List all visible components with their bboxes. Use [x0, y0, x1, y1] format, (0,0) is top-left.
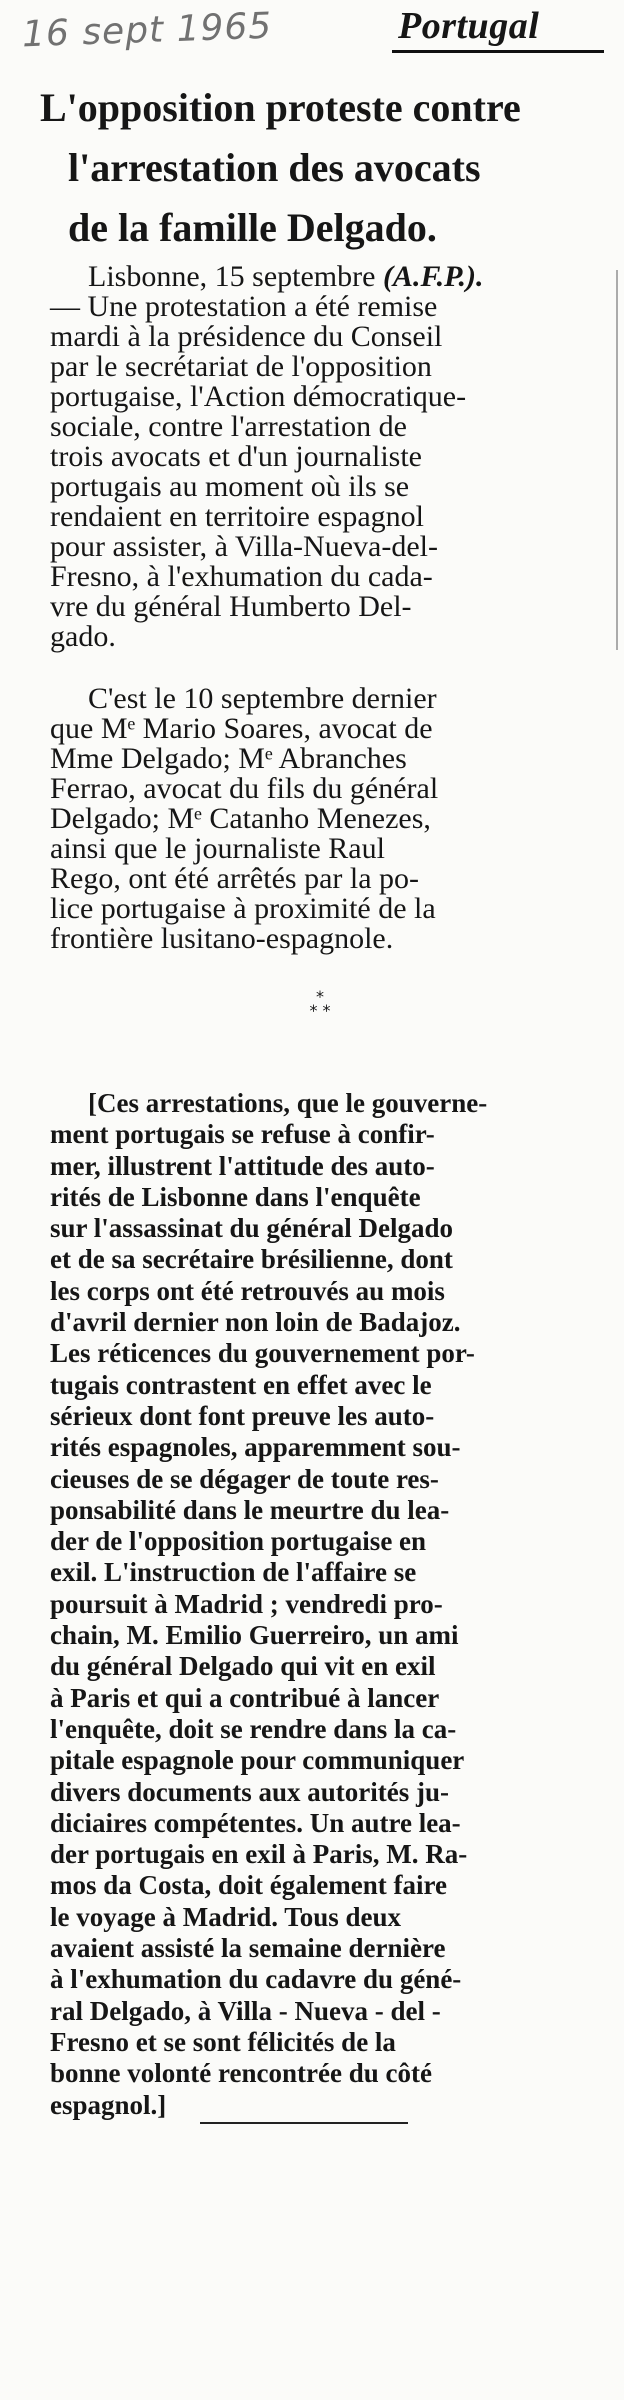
text-line: l'enquête, doit se rendre dans la ca- [50, 1713, 457, 1744]
text-line: à Paris et qui a contribué à lancer [50, 1682, 440, 1713]
text-line: bonne volonté rencontrée du côté [50, 2058, 432, 2089]
editorial-note [50, 1088, 610, 2121]
text-line: frontière lusitano-espagnole. [50, 922, 394, 955]
text-line: ment portugais se refuse à confir- [50, 1119, 435, 1150]
headline-line: l'arrestation des avocats [68, 145, 481, 190]
text-line: chain, M. Emilio Guerreiro, un ami [50, 1620, 459, 1651]
text-line: Ferrao, avocat du fils du général [50, 772, 439, 805]
text-line: le voyage à Madrid. Tous deux [50, 1901, 402, 1932]
text-line: gado. [50, 620, 116, 653]
text-line: lice portugaise à proximité de la [50, 892, 436, 925]
text-line: cieuses de se dégager de toute res- [50, 1463, 439, 1494]
text-line: C'est le 10 septembre dernier [88, 682, 437, 715]
text-line: par le secrétariat de l'opposition [50, 350, 432, 383]
headline-line: L'opposition proteste contre [40, 85, 521, 130]
section-rule [392, 50, 604, 53]
text-line: diciaires compétentes. Un autre lea- [50, 1807, 461, 1838]
text-line: mer, illustrent l'attitude des auto- [50, 1150, 435, 1181]
asterism-top: * [316, 987, 324, 1006]
text-line: pitale espagnole pour communiquer [50, 1745, 465, 1776]
text-line: Fresno, à l'exhumation du cada- [50, 560, 433, 593]
text-line: Mme Delgado; Mᵉ Abranches [50, 742, 407, 775]
text-line: Les réticences du gouvernement por- [50, 1338, 475, 1369]
text-line: sur l'assassinat du général Delgado [50, 1213, 454, 1244]
text-line: exil. L'instruction de l'affaire se [50, 1557, 417, 1588]
text-line: rités espagnoles, apparemment sou- [50, 1432, 461, 1463]
text-line: sérieux dont font preuve les auto- [50, 1400, 435, 1431]
text-line: tugais contrastent en effet avec le [50, 1369, 432, 1400]
handwritten-date: 16 sept 1965 [21, 5, 273, 56]
text-line: et de sa secrétaire brésilienne, dont [50, 1244, 453, 1275]
dateline [50, 262, 610, 292]
article-paragraph-2 [50, 684, 610, 954]
dateline-agency: (A.F.P.). [382, 260, 484, 293]
asterism-separator [290, 987, 350, 1020]
text-line: pour assister, à Villa-Nueva-del- [50, 530, 438, 563]
text-line: Delgado; Mᵉ Catanho Menezes, [50, 802, 431, 835]
text-line: ainsi que le journaliste Raul [50, 832, 385, 865]
text-line: ponsabilité dans le meurtre du lea- [50, 1494, 450, 1525]
end-rule [200, 2122, 408, 2124]
text-line: vre du général Humberto Del- [50, 590, 412, 623]
text-line: — Une protestation a été remise [50, 290, 438, 323]
text-line: rendaient en territoire espagnol [50, 500, 425, 533]
asterism-bottom: * * [309, 1001, 331, 1020]
section-title: Portugal [398, 5, 540, 47]
text-line: Rego, ont été arrêtés par la po- [50, 862, 420, 895]
text-line: [Ces arrestations, que le gouverne- [88, 1088, 488, 1118]
text-line: poursuit à Madrid ; vendredi pro- [50, 1588, 443, 1619]
text-line: d'avril dernier non loin de Badajoz. [50, 1307, 461, 1338]
text-line: avaient assisté la semaine dernière [50, 1933, 446, 1964]
text-line: portugais au moment où ils se [50, 470, 410, 503]
article-paragraph-1 [50, 262, 610, 652]
text-line: espagnol.] [50, 2089, 167, 2120]
text-line: rités de Lisbonne dans l'enquête [50, 1181, 421, 1212]
headline-line: de la famille Delgado. [68, 205, 437, 250]
text-line: ral Delgado, à Villa - Nueva - del - [50, 1995, 441, 2026]
headline [40, 78, 610, 258]
text-line: que Mᵉ Mario Soares, avocat de [50, 712, 433, 745]
text-line: trois avocats et d'un journaliste [50, 440, 422, 473]
text-line: mardi à la présidence du Conseil [50, 320, 443, 353]
text-line: sociale, contre l'arrestation de [50, 410, 407, 443]
text-line: les corps ont été retrouvés au mois [50, 1275, 445, 1306]
margin-mark [616, 270, 618, 650]
text-line: der portugais en exil à Paris, M. Ra- [50, 1839, 468, 1870]
dateline-place: Lisbonne, 15 septembre [88, 260, 376, 293]
text-line: à l'exhumation du cadavre du géné- [50, 1964, 462, 1995]
text-line: du général Delgado qui vit en exil [50, 1651, 436, 1682]
text-line: divers documents aux autorités ju- [50, 1776, 449, 1807]
text-line: der de l'opposition portugaise en [50, 1526, 427, 1557]
text-line: Fresno et se sont félicités de la [50, 2026, 396, 2057]
text-line: portugaise, l'Action démocratique- [50, 380, 467, 413]
text-line: mos da Costa, doit également faire [50, 1870, 447, 1901]
